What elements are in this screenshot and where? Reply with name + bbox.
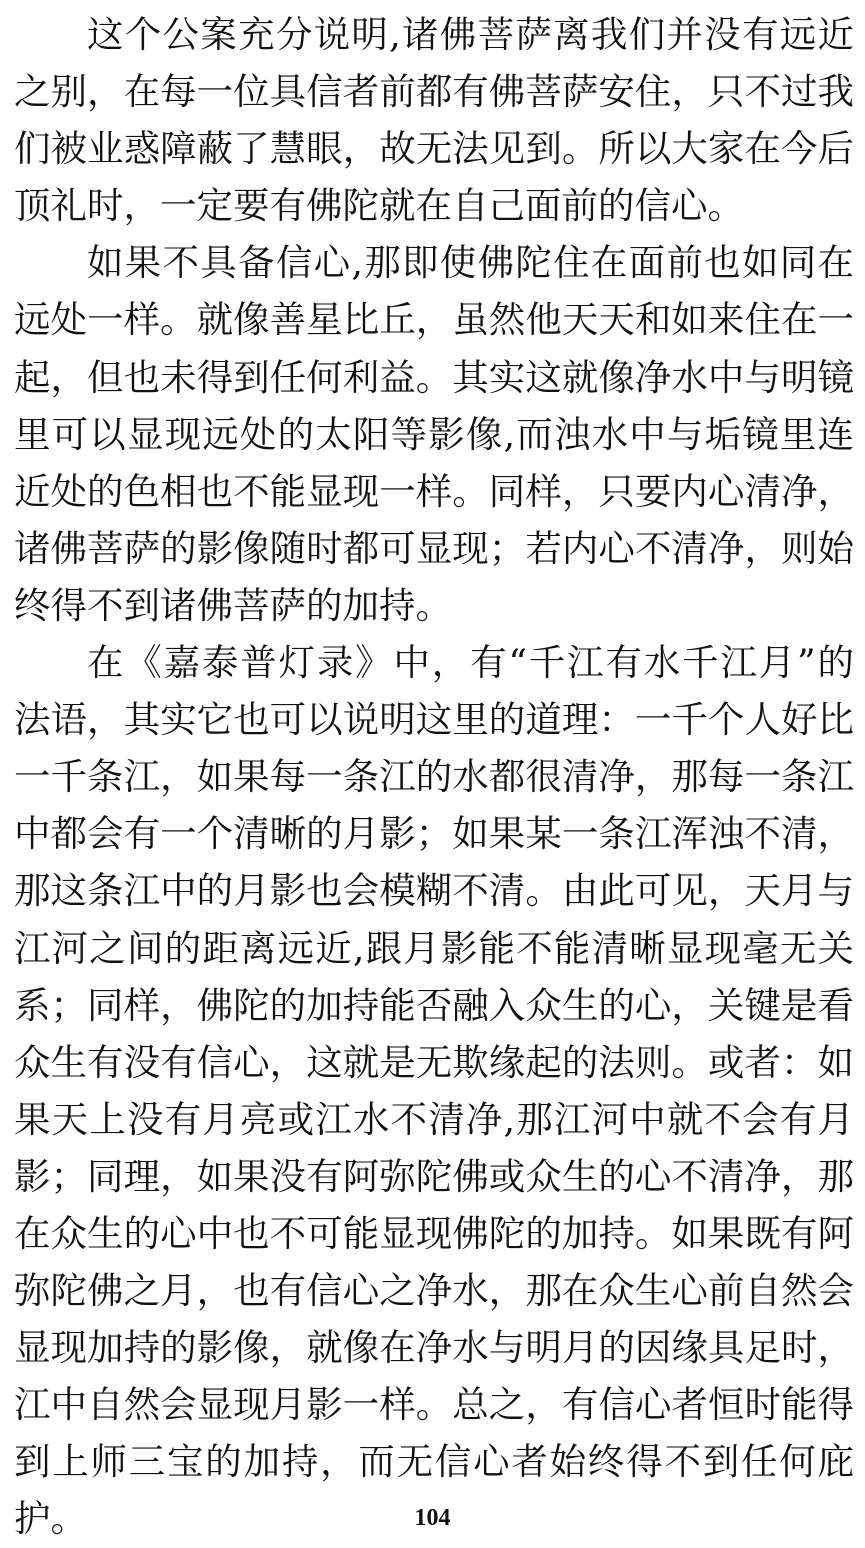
text-line: 如果不具备信心,那即使佛陀住在面前也如同在 xyxy=(87,241,854,285)
text-line: 这个公案充分说明,诸佛菩萨离我们并没有远近 xyxy=(87,13,854,56)
text-line: 一千条江，如果每一条江的水都很清净，那每一条江 xyxy=(14,755,854,799)
text-line: 终得不到诸佛菩萨的加持。 xyxy=(14,583,452,627)
text-line: 江河之间的距离远近,跟月影能不能清晰显现毫无关 xyxy=(14,926,854,970)
text-line: 顶礼时，一定要有佛陀就在自己面前的信心。 xyxy=(14,184,744,228)
text-line: 起，但也未得到任何利益。其实这就像净水中与明镜 xyxy=(14,355,854,399)
text-line: 在《嘉泰普灯录》中，有“千江有水千江月”的 xyxy=(87,641,854,685)
text-line: 果天上没有月亮或江水不清净,那江河中就不会有月 xyxy=(14,1097,854,1141)
text-line: 中都会有一个清晰的月影；如果某一条江浑浊不清， xyxy=(14,812,854,856)
text-line: 到上师三宝的加持，而无信心者始终得不到任何庇 xyxy=(14,1440,854,1484)
text-line: 们被业惑障蔽了慧眼，故无法见到。所以大家在今后 xyxy=(14,127,854,171)
text-line: 江中自然会显现月影一样。总之，有信心者恒时能得 xyxy=(14,1383,854,1427)
text-line: 里可以显现远处的太阳等影像,而浊水中与垢镜里连 xyxy=(14,412,854,456)
text-line: 弥陀佛之月，也有信心之净水，那在众生心前自然会 xyxy=(14,1269,854,1313)
text-line: 远处一样。就像善星比丘，虽然他天天和如来住在一 xyxy=(14,298,854,342)
text-line: 法语，其实它也可以说明这里的道理：一千个人好比 xyxy=(14,698,854,742)
text-line: 诸佛菩萨的影像随时都可显现；若内心不清净，则始 xyxy=(14,526,854,570)
text-line: 显现加持的影像，就像在净水与明月的因缘具足时， xyxy=(14,1326,854,1370)
page-number: 104 xyxy=(414,1505,451,1531)
text-line: 系；同样，佛陀的加持能否融入众生的心，关键是看 xyxy=(14,983,854,1027)
text-line: 之别，在每一位具信者前都有佛菩萨安住，只不过我 xyxy=(14,70,854,114)
text-line: 近处的色相也不能显现一样。同样，只要内心清净， xyxy=(14,469,854,513)
text-line: 那这条江中的月影也会模糊不清。由此可见，天月与 xyxy=(14,869,854,913)
text-line: 护。 xyxy=(14,1497,87,1541)
text-line: 众生有没有信心，这就是无欺缘起的法则。或者：如 xyxy=(14,1040,854,1084)
page-body xyxy=(14,6,854,1548)
text-line: 在众生的心中也不可能显现佛陀的加持。如果既有阿 xyxy=(14,1211,854,1255)
text-line: 影；同理，如果没有阿弥陀佛或众生的心不清净，那 xyxy=(14,1154,854,1198)
